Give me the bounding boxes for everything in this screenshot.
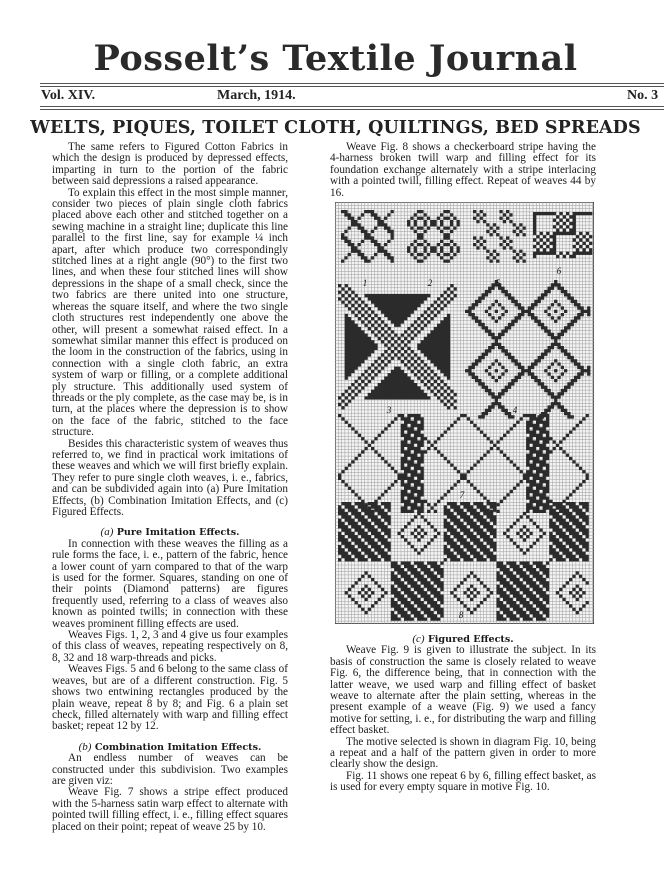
divider bbox=[40, 83, 664, 84]
paragraph: To explain this effect in the most simple manner, consider two pieces of plain single cloth fabrics placed above each other and stitched together on a sewing machine in a straight line; duplicate this line parallel to the first line, say for example ¼ inch apart, after which produce two correspondingly stitched lines at a right angle (90°) to the first two lines, and when these four stitched lines will show depressions in the shape of a small check, since the two fabrics are there united into one structure, whereas the square itself, and where the two single cloth structures rest independently one above the other, will present a somewhat raised effect. In a somewhat similar manner this effect is produced on the loom in the construction of the fabrics, using in connection with a single cloth fabric, an extra system of warp or filling, or a complete additional ply structure. This additionally used system of threads or the ply complete, as the case may be, is in turn, at the places where the depression is to show on the face of the fabric, stitched to the face structure. bbox=[52, 186, 288, 439]
section-letter: (a) bbox=[100, 526, 114, 539]
paragraph: Fig. 11 shows one repeat 6 by 6, filling effect basket, as is used for every empty square in motive Fig. 10. bbox=[330, 769, 596, 794]
section-title: Figured Effects. bbox=[427, 634, 514, 645]
paragraph: Weave Fig. 8 shows a checkerboard stripe having the 4-harness broken twill warp and filling effect for its foundation exchange alternately with a stripe interlacing with a pointed twill, filling effect. Repeat of weaves 44 by 16. bbox=[330, 141, 596, 199]
figure-label-4: 4 bbox=[512, 405, 518, 415]
paragraph: The motive selected is shown in diagram Fig. 10, being a repeat and a half of the pattern given in order to more clearly show the design. bbox=[330, 735, 596, 771]
figure-label-2: 2 bbox=[427, 278, 433, 288]
paragraph: Besides this characteristic system of weaves thus referred to, we find in practical work imitations of these weaves and which we will first briefly explain. They refer to pure single cloth weaves, i. e., fabrics, and can be subdivided again into (a) Pure Imitation Effects, (b) Combination Imitation Effects, and (c) Figured Effects. bbox=[52, 437, 288, 518]
divider bbox=[40, 109, 664, 110]
paragraph: The same refers to Figured Cotton Fabrics in which the design is produced by depressed effects, imparting in turn to the portion of the fabric between said depressions a raised appearance. bbox=[52, 141, 288, 188]
figure-label-3: 3 bbox=[386, 405, 392, 415]
divider bbox=[40, 86, 664, 87]
issue-date: March, 1914. bbox=[217, 88, 296, 103]
right-column-lower bbox=[330, 634, 596, 794]
figure-label-1: 1 bbox=[362, 278, 368, 288]
section-letter: (b) bbox=[78, 740, 92, 753]
left-column bbox=[52, 142, 288, 833]
section-title: Pure Imitation Effects. bbox=[116, 527, 240, 539]
paragraph: Weaves Figs. 1, 2, 3 and 4 give us four examples of this class of weaves, repeating respectively on 8, 8, 32 and 18 warp-threads and picks. bbox=[52, 629, 288, 664]
paragraph: Weaves Figs. 5 and 6 belong to the same class of weaves, but are of a different construction. Fig. 5 shows two entwining rectangles produced by the plain weave, repeat 8 by 8; and Fig. 6 a plain set check, filled alternately with warp and filling effect basket; repeat 12 by 12. bbox=[52, 663, 288, 733]
weave-figures-diagram bbox=[335, 202, 594, 624]
section-title: Combination Imitation Effects. bbox=[94, 741, 262, 753]
journal-title: Posselt’s Textile Journal bbox=[93, 38, 578, 79]
paragraph: In connection with these weaves the filling as a rule forms the face, i. e., pattern of the fabric, hence a lower count of yarn compared to that of the warp is used for the former. Squares, standing on one of their points (Diamond patterns) are figures frequently used, referring to a class of weaves also known as pointed twills; in connection with these weaves prominent filling effects are used. bbox=[52, 537, 288, 630]
figure-label-6: 6 bbox=[556, 266, 562, 276]
figure-label-7: 7 bbox=[459, 490, 465, 500]
volume-label: Vol. XIV. bbox=[41, 88, 96, 103]
paragraph: An endless number of weaves can be constructed under this subdivision. Two examples are given viz: bbox=[52, 752, 288, 787]
paragraph: Weave Fig. 7 shows a stripe effect produced with the 5-harness satin warp effect to alternate with pointed twill filling effect, i. e., filling effect squares placed on their point; repeat of weave 25 by 10. bbox=[52, 786, 288, 833]
right-column bbox=[330, 142, 596, 199]
paragraph: Weave Fig. 9 is given to illustrate the subject. In its basis of construction the same is closely related to weave Fig. 6, the difference being, that in connection with the latter weave, we used warp and filling effect of basket weave to alternate after the plain setting, whereas in the present example of a weave (Fig. 9) we used a fancy motive for setting, i. e., for distributing the warp and filling effect basket. bbox=[330, 644, 596, 737]
issue-number: No. 3 bbox=[627, 88, 659, 103]
section-letter: (c) bbox=[412, 633, 425, 645]
article-headline: WELTS, PIQUES, TOILET CLOTH, QUILTINGS, BED SPREADS bbox=[30, 118, 641, 138]
divider bbox=[40, 106, 664, 107]
figure-label-8: 8 bbox=[458, 610, 464, 620]
figure-label-5: 5 bbox=[495, 278, 501, 288]
